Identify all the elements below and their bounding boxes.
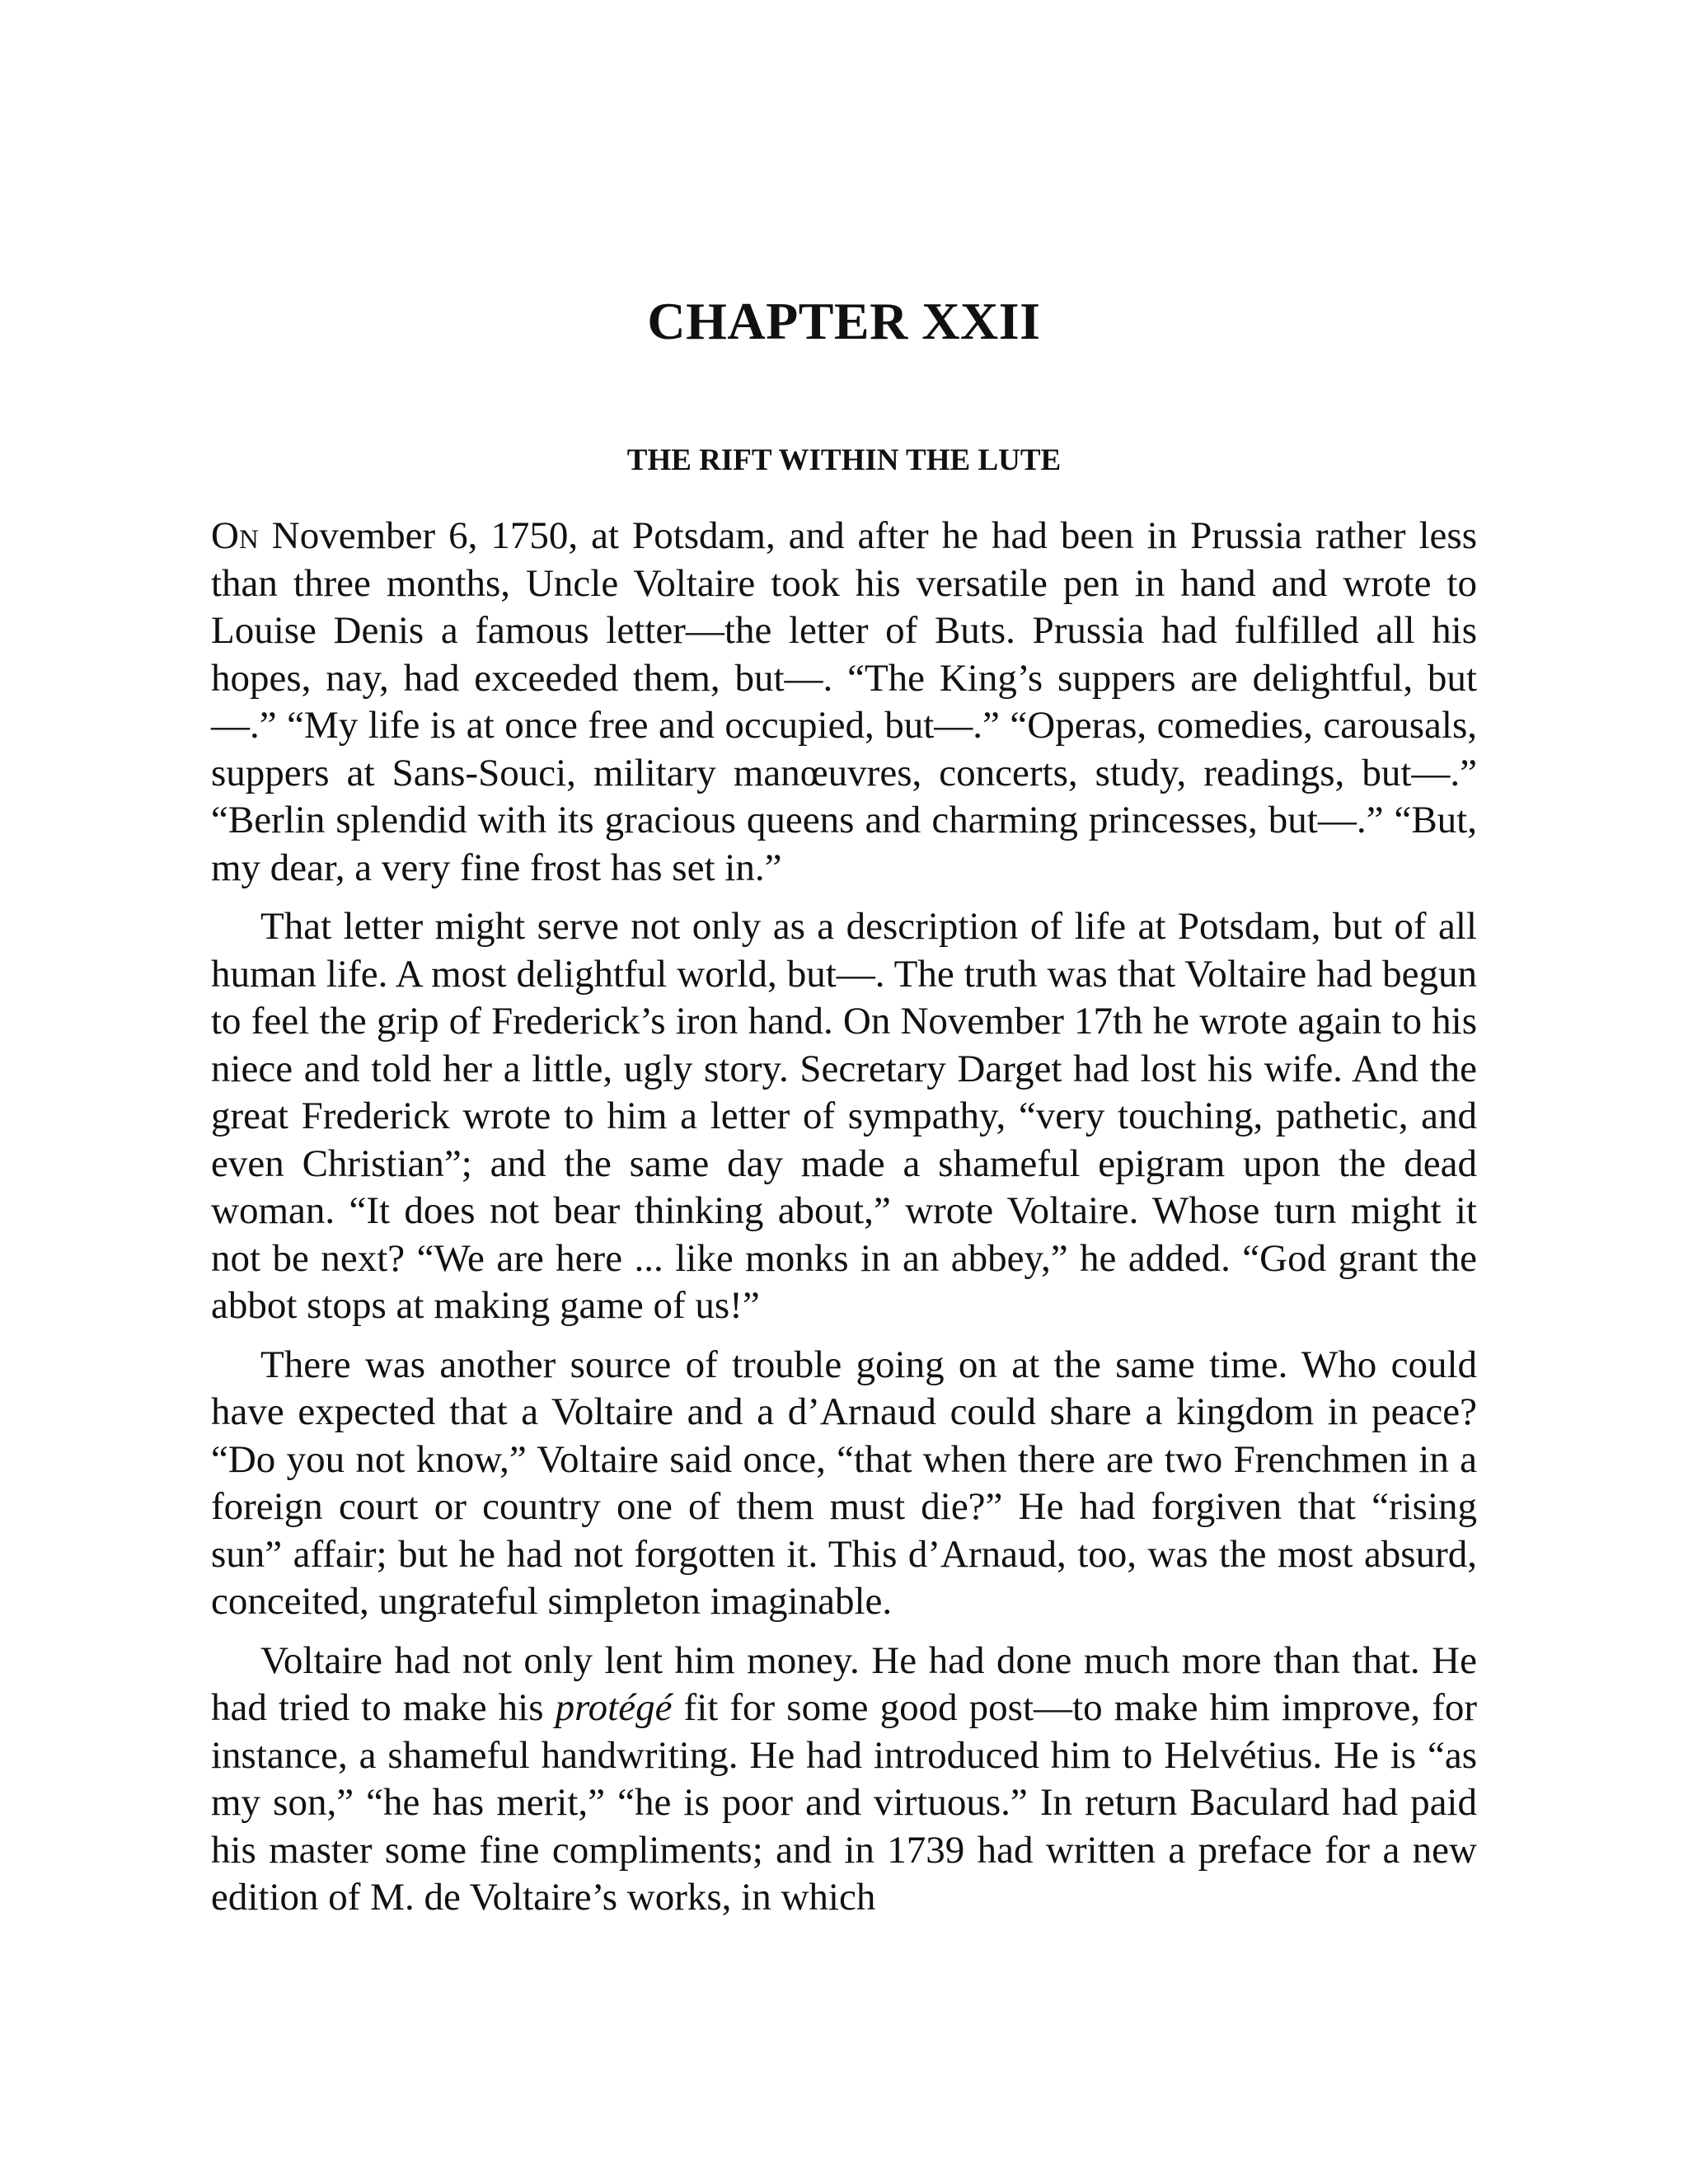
chapter-title: CHAPTER XXII	[647, 292, 1041, 350]
paragraph-4-text-before: Voltaire had not only lent him money. He had done much more than that. He had tried to make his	[211, 1638, 1477, 1729]
paragraph-2: That letter might serve not only as a description of life at Potsdam, but of all human life. A most delightful world, but—. The truth was that Voltaire had begun to feel the grip of Frederick’s iron hand. On November 17th he wrote again to his niece and told her a little, ugly story. Secretary Darget had lost his wife. And the great Frederick wrote to him a letter of sympathy, “very touching, pathetic, and even Christian”; and the same day made a shameful epigram upon the dead woman. “It does not bear thinking about,” wrote Voltaire. Whose turn might it not be next? “We are here ... like monks in an abbey,” he added. “God grant the abbot stops at making game of us!”	[211, 905, 1477, 1327]
paragraph-1-text: November 6, 1750, at Potsdam, and after he had been in Prussia rather less than three months, Uncle Voltaire took his versatile pen in hand and wrote to Louise Denis a famous letter—the letter of Buts. Prussia had fulfilled all his hopes, nay, had exceeded them, but—. “The King’s suppers are delightful, but—.” “My life is at once free and occupied, but—.” “Operas, comedies, carousals, suppers at Sans-Souci, military manœuvres, concerts, study, readings, but—.” “Berlin splendid with its gracious queens and charming princesses, but—.” “But, my dear, a very fine frost has set in.”	[211, 514, 1477, 889]
chapter-subtitle: THE RIFT WITHIN THE LUTE	[626, 443, 1062, 477]
italic-emphasis: protégé	[555, 1686, 673, 1729]
chapter-body	[211, 513, 1477, 1933]
paragraph-4-text-after: fit for some good post—to make him improve, for instance, a shameful handwriting. He had introduced him to Helvétius. He is “as my son,” “he has merit,” “he is poor and virtuous.” In return Baculard had paid his master some fine compliments; and in 1739 had written a preface for a new edition of M. de Voltaire’s works, in which	[211, 1686, 1478, 1919]
drop-lead-word: On	[211, 514, 259, 557]
paragraph-4	[211, 1638, 1477, 1922]
paragraph-3: There was another source of trouble going on at the same time. Who could have expected that a Voltaire and a d’Arnaud could share a kingdom in peace? “Do you not know,” Voltaire said once, “that when there are two Frenchmen in a foreign court or country one of them must die?” He had forgiven that “rising sun” affair; but he had not forgotten it. This d’Arnaud, too, was the most absurd, conceited, ungrateful simpleton imaginable.	[211, 1343, 1477, 1623]
paragraph-1	[211, 513, 1477, 892]
book-page	[211, 0, 1477, 2184]
